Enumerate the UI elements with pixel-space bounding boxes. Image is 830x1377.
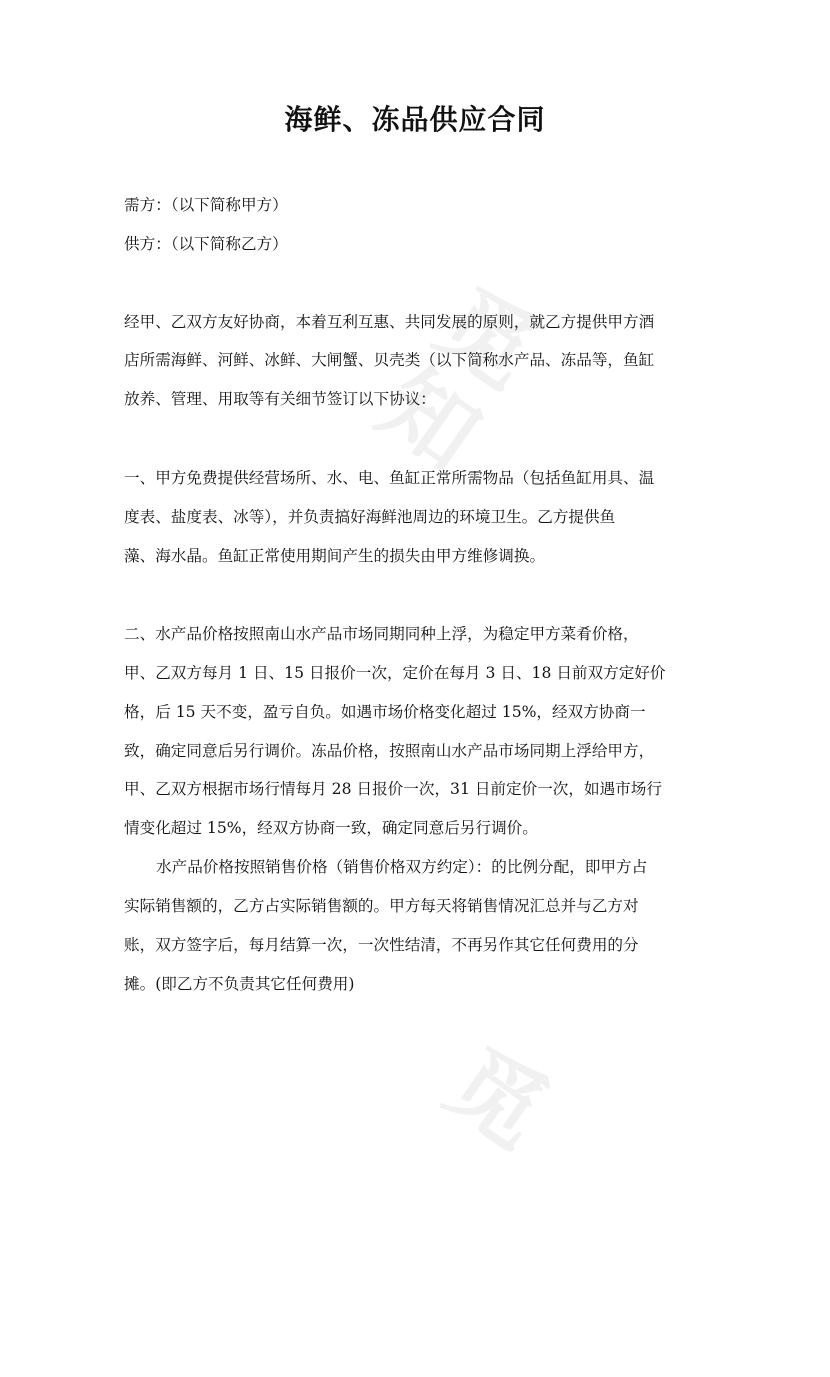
buyer-line: 需方：（以下简称甲方） [124, 196, 288, 214]
clause2-line: 情变化超过 15%，经双方协商一致，确定同意后另行调价。 [124, 819, 538, 837]
intro-line: 店所需海鲜、河鲜、冰鲜、大闸蟹、贝壳类（以下简称水产品、冻品等，鱼缸 [124, 351, 655, 369]
intro-line: 放养、管理、用取等有关细节签订以下协议： [124, 390, 436, 408]
watermark: 觅 [428, 1027, 567, 1169]
clause1-line: 一、甲方免费提供经营场所、水、电、鱼缸正常所需物品（包括鱼缸用具、温 [124, 469, 655, 487]
clause2-line: 摊。(即乙方不负责其它任何费用) [124, 975, 355, 993]
watermark: 觅 知 [361, 267, 557, 491]
clause2-line: 水产品价格按照销售价格（销售价格双方约定）：的比例分配，即甲方占 [156, 858, 648, 876]
clause2-line: 甲、乙双方根据市场行情每月 28 日报价一次，31 日前定价一次，如遇市场行 [124, 780, 662, 798]
clause2-line: 实际销售额的，乙方占实际销售额的。甲方每天将销售情况汇总并与乙方对 [124, 897, 639, 915]
clause2-line: 格，后 15 天不变，盈亏自负。如遇市场价格变化超过 15%，经双方协商一 [124, 703, 646, 721]
clause2-line: 账，双方签字后，每月结算一次，一次性结清，不再另作其它任何费用的分 [124, 936, 639, 954]
supplier-line: 供方：（以下简称乙方） [124, 235, 288, 253]
clause1-line: 度表、盐度表、冰等），并负责搞好海鲜池周边的环境卫生。乙方提供鱼 [124, 508, 616, 526]
clause2-line: 二、水产品价格按照南山水产品市场同期同种上浮，为稳定甲方菜肴价格， [124, 625, 639, 643]
intro-line: 经甲、乙双方友好协商，本着互利互惠、共同发展的原则，就乙方提供甲方酒 [124, 313, 655, 331]
clause2-line: 甲、乙双方每月 1 日、15 日报价一次，定价在每月 3 日、18 日前双方定好价 [124, 664, 666, 682]
contract-title: 海鲜、冻品供应合同 [284, 103, 546, 136]
clause2-line: 致，确定同意后另行调价。冻品价格，按照南山水产品市场同期上浮给甲方， [124, 742, 655, 760]
clause1-line: 藻、海水晶。鱼缸正常使用期间产生的损失由甲方维修调换。 [124, 547, 546, 565]
